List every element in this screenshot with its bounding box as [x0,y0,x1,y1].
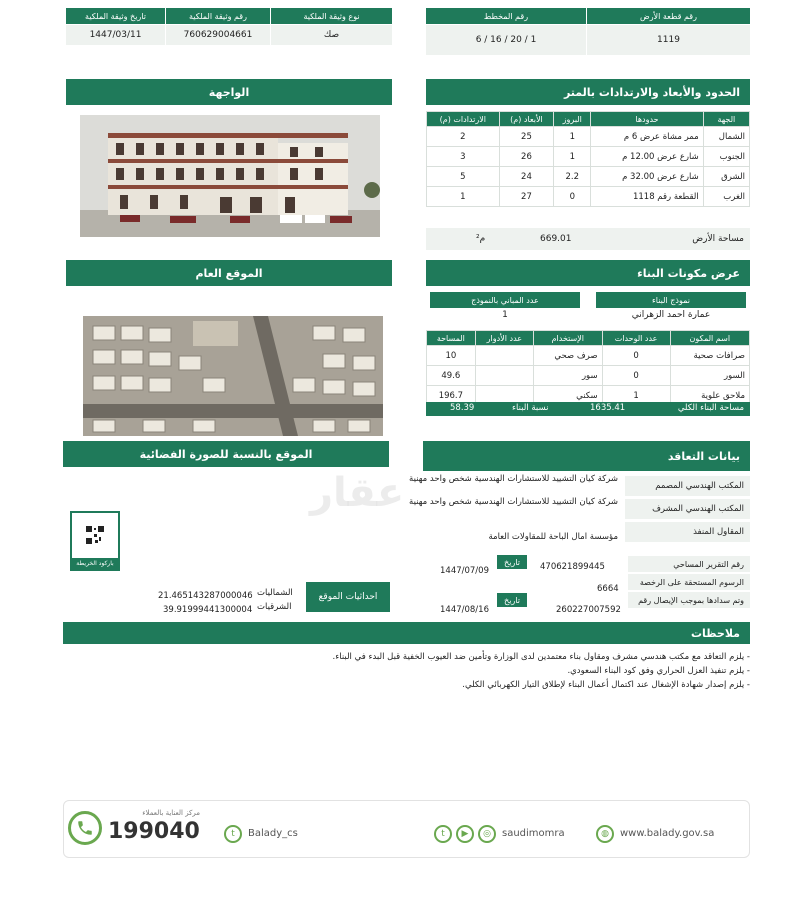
total-area-label: مساحة البناء الكلي [677,403,744,413]
table-row [427,187,750,207]
bounds-boundary-cell: القطعة رقم 1118 [591,187,703,207]
bounds-setback-cell: 5 [427,167,500,187]
qr-label: باركود الخريطة [72,558,118,569]
satellite-title: الموقع بالنسبة للصورة الفضائية [63,441,389,467]
survey-report-label: رقم التقرير المساحي [628,556,750,572]
component-area-cell: 49.6 [427,366,476,386]
bounds-setback-cell: 2 [427,127,500,147]
land-area-unit: م² [476,234,486,244]
component-area-cell: 196.7 [427,386,476,406]
component-name-cell: صرافات صحية [670,346,749,366]
phone-icon [68,811,102,845]
bounds-dimension-cell: 26 [499,147,554,167]
component-usage-cell: سكني [534,386,603,406]
care-number: 199040 [108,819,200,844]
table-row [427,346,750,366]
bounds-projection-cell: 1 [554,127,591,147]
bounds-header-setback: الارتدادات (م) [427,112,500,127]
deed-type-value: صك [271,25,392,45]
coords-east-value: 39.91999441300004 [163,605,253,615]
total-area-value: 1635.41 [590,403,626,413]
component-units-cell: 1 [602,386,670,406]
care-label: مركز العناية بالعملاء [142,809,200,817]
twitter-icon[interactable]: t [224,825,242,843]
social-handle[interactable]: saudimomra [502,828,565,839]
plot-number-header: رقم قطعة الأرض [587,8,750,24]
bounds-side-cell: الشمال [703,127,749,147]
component-units-cell: 0 [602,366,670,386]
qr-code-icon [85,525,105,545]
watermark-logo: عقار [310,470,405,516]
deed-date-header: تاريخ وثيقة الملكية [66,8,165,24]
coords-title: احداثيات الموقع [306,582,390,612]
table-row [427,127,750,147]
bounds-side-cell: الغرب [703,187,749,207]
contract-title: بيانات التعاقد [423,441,750,471]
building-totals-row [426,402,750,416]
components-table [426,330,750,406]
notes-list [320,650,750,692]
bounds-dimension-cell: 27 [499,187,554,207]
plan-number-value: 6 / 16 / 20 / 1 [426,25,586,55]
land-area-value: 669.01 [540,234,572,244]
contractor-label: المقاول المنفذ [625,522,750,542]
bounds-projection-cell: 2.2 [554,167,591,187]
component-area-cell: 10 [427,346,476,366]
bounds-boundary-cell: شارع عرض 32.00 م [591,167,703,187]
component-name-cell: السور [670,366,749,386]
survey-report-value: 470621899445 [540,562,605,572]
components-header-floors: عدد الأدوار [475,331,533,346]
model-value: عمارة احمد الزهراني [631,310,711,320]
designer-office-label: المكتب الهندسي المصمم [625,476,750,496]
model-count-value: 1 [502,310,508,320]
bounds-setback-cell: 1 [427,187,500,207]
survey-date-value: 1447/07/09 [440,566,489,576]
bounds-dimension-cell: 24 [499,167,554,187]
footer-bar [63,800,750,858]
receipt-date-label: تاريخ [497,593,527,607]
components-header-area: المساحة [427,331,476,346]
fees-label: الرسوم المستحقة على الرخصة [628,574,750,590]
bounds-title: الحدود والأبعاد والارتدادات بالمتر [426,79,750,105]
table-row [427,147,750,167]
bounds-boundary-cell: ممر مشاة عرض 6 م [591,127,703,147]
bounds-setback-cell: 3 [427,147,500,167]
component-usage-cell: سور [534,366,603,386]
deed-date-value: 1447/03/11 [66,25,165,45]
designer-office-value: شركة كيان التشييد للاستشارات الهندسية شخص واحد مهنية [409,474,618,484]
building-title: عرض مكونات البناء [426,260,750,286]
bounds-table [426,111,750,207]
bounds-header-dimension: الأبعاد (م) [499,112,554,127]
table-row [427,366,750,386]
survey-date-label: تاريخ [497,555,527,569]
plan-number-header: رقم المخطط [426,8,586,24]
bounds-header-boundary: حدودها [591,112,703,127]
build-ratio-label: نسبة البناء [512,403,549,413]
location-map-image [83,316,383,436]
instagram-icon[interactable]: ◎ [478,825,496,843]
facade-title: الواجهة [66,79,392,105]
bounds-projection-cell: 0 [554,187,591,207]
component-units-cell: 0 [602,346,670,366]
plot-number-value: 1119 [587,25,750,55]
deed-number-value: 760629004661 [166,25,270,45]
component-name-cell: ملاحق علوية [670,386,749,406]
contractor-value: مؤسسة امال الباحة للمقاولات العامة [488,532,618,542]
youtube-icon[interactable]: ▶ [456,825,474,843]
coords-east-label: الشرقيات [257,602,292,612]
deed-number-header: رقم وثيقة الملكية [166,8,270,24]
supervisor-office-value: شركة كيان التشييد للاستشارات الهندسية شخص واحد مهنية [409,497,618,507]
model-header: نموذج البناء [596,292,746,308]
note-item: - يلزم التعاقد مع مكتب هندسي مشرف ومقاول بناء معتمدين لدى الوزارة وتأمين ضد العيوب الخفية قبل البدء في البناء. [332,652,750,662]
bounds-header-side: الجهة [703,112,749,127]
facade-image [80,115,380,237]
website-link[interactable]: www.balady.gov.sa [620,828,715,839]
table-row [427,167,750,187]
components-header-units: عدد الوحدات [602,331,670,346]
component-floors-cell [475,366,533,386]
receipt-number-value: 260227007592 [556,605,621,615]
bounds-side-cell: الشرق [703,167,749,187]
bounds-boundary-cell: شارع عرض 12.00 م [591,147,703,167]
coords-north-value: 21.465143287000046 [158,591,253,601]
bounds-side-cell: الجنوب [703,147,749,167]
globe-icon[interactable]: ◍ [596,825,614,843]
components-header-name: اسم المكون [670,331,749,346]
components-header-usage: الإستخدام [534,331,603,346]
bounds-dimension-cell: 25 [499,127,554,147]
note-item: - يلزم إصدار شهادة الإشغال عند اكتمال أعمال البناء لإطلاق التيار الكهربائي الكلي. [462,680,750,690]
receipt-date-value: 1447/08/16 [440,605,489,615]
build-ratio-value: 58.39 [450,403,475,413]
twitter-handle[interactable]: Balady_cs [248,828,298,839]
land-area-label: مساحة الأرض [692,234,744,244]
component-floors-cell [475,346,533,366]
model-count-header: عدد المباني بالنموذج [430,292,580,308]
receipt-label: وتم سدادها بموجب الإيصال رقم [628,592,750,608]
qr-code-box[interactable] [70,511,120,571]
bounds-projection-cell: 1 [554,147,591,167]
land-area-row [426,228,750,250]
deed-type-header: نوع وثيقة الملكية [271,8,392,24]
fees-value: 6664 [597,584,619,594]
bounds-header-projection: البروز [554,112,591,127]
note-item: - يلزم تنفيذ العزل الحراري وفق كود البناء السعودي. [567,666,750,676]
supervisor-office-label: المكتب الهندسي المشرف [625,499,750,519]
twitter-icon-2[interactable]: t [434,825,452,843]
component-usage-cell: صرف صحي [534,346,603,366]
coords-north-label: الشماليات [257,588,293,598]
notes-title: ملاحظات [63,622,750,644]
location-title: الموقع العام [66,260,392,286]
